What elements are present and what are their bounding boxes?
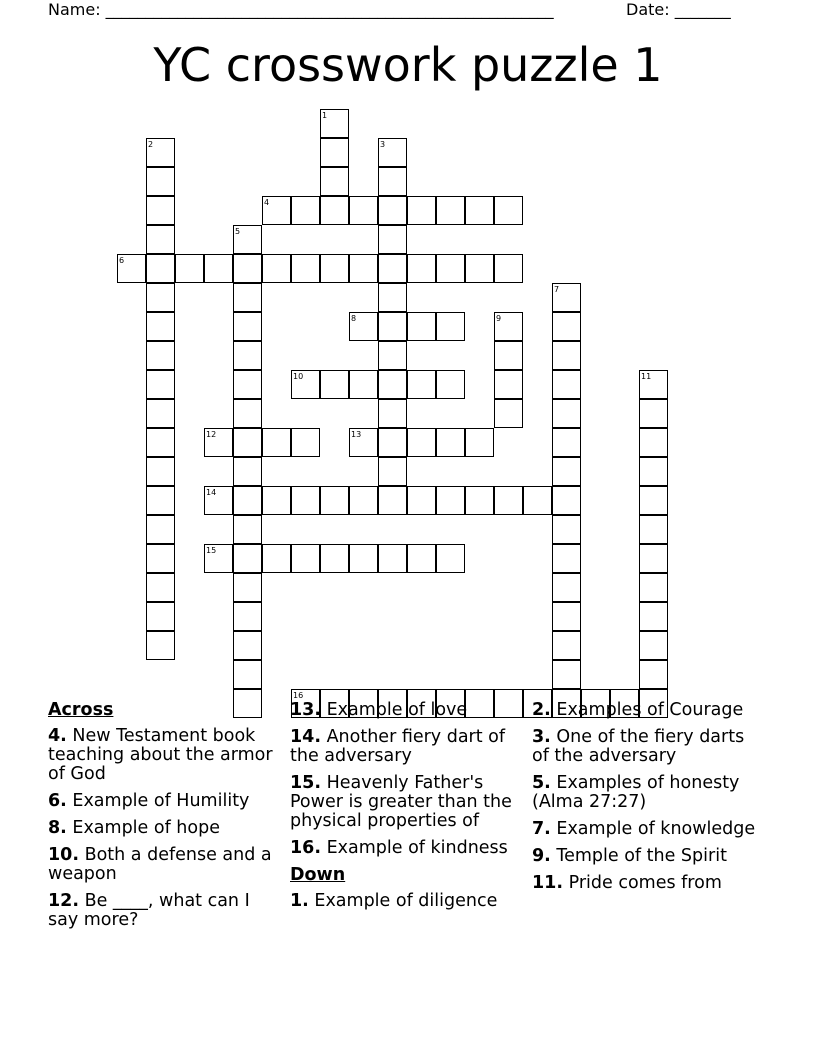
grid-cell[interactable] (436, 312, 465, 341)
cell-number: 5 (235, 227, 241, 236)
grid-cell[interactable] (378, 196, 407, 225)
grid-cell[interactable] (291, 544, 320, 573)
grid-cell[interactable] (378, 312, 407, 341)
grid-cell[interactable] (320, 544, 349, 573)
grid-cell[interactable] (552, 544, 581, 573)
grid-cell[interactable] (494, 196, 523, 225)
grid-cell[interactable] (233, 283, 262, 312)
grid-cell[interactable] (204, 486, 233, 515)
clue-text: Example of diligence (308, 891, 498, 911)
grid-cell[interactable] (233, 573, 262, 602)
grid-cell[interactable] (146, 283, 175, 312)
clue-text: Be ____, what can I say more? (48, 891, 250, 930)
grid-cell[interactable] (494, 254, 523, 283)
grid-cell[interactable] (523, 486, 552, 515)
grid-cell[interactable] (146, 138, 175, 167)
grid-cell[interactable] (436, 254, 465, 283)
grid-cell[interactable] (378, 370, 407, 399)
clue-number: 2. (532, 700, 551, 720)
grid-cell[interactable] (146, 428, 175, 457)
clue-text: Example of knowledge (550, 819, 756, 839)
grid-cell[interactable] (233, 370, 262, 399)
cell-number: 13 (351, 430, 362, 439)
grid-cell[interactable] (146, 312, 175, 341)
grid-cell[interactable] (146, 196, 175, 225)
grid-cell[interactable] (349, 196, 378, 225)
grid-cell[interactable] (291, 486, 320, 515)
grid-cell[interactable] (320, 254, 349, 283)
grid-cell[interactable] (146, 515, 175, 544)
grid-cell[interactable] (552, 312, 581, 341)
grid-cell[interactable] (552, 602, 581, 631)
cell-number: 9 (496, 314, 502, 323)
grid-cell[interactable] (320, 486, 349, 515)
grid-cell[interactable] (436, 370, 465, 399)
grid-cell[interactable] (378, 428, 407, 457)
grid-cell[interactable] (233, 312, 262, 341)
clue-number: 12. (48, 891, 80, 911)
clue-item (532, 874, 762, 893)
name-field-label: Name: ________________________________________________________ (48, 0, 554, 19)
cell-number: 12 (206, 430, 217, 439)
clue-number: 16. (290, 838, 322, 858)
grid-cell[interactable] (407, 544, 436, 573)
clue-item (290, 839, 526, 858)
grid-cell[interactable] (639, 428, 668, 457)
cell-number: 8 (351, 314, 357, 323)
grid-cell[interactable] (146, 544, 175, 573)
grid-cell[interactable] (204, 254, 233, 283)
clues-column-3 (532, 701, 762, 901)
clue-item (532, 701, 762, 720)
clue-number: 11. (532, 873, 564, 893)
grid-cell[interactable] (233, 341, 262, 370)
grid-cell[interactable] (465, 196, 494, 225)
grid-cell[interactable] (233, 631, 262, 660)
clue-text: Pride comes from (563, 873, 722, 893)
grid-cell[interactable] (349, 370, 378, 399)
grid-cell[interactable] (146, 167, 175, 196)
date-field-label: Date: _______ (626, 0, 731, 19)
clue-item (48, 892, 278, 930)
grid-cell[interactable] (407, 312, 436, 341)
grid-cell[interactable] (320, 370, 349, 399)
clue-number: 6. (48, 791, 67, 811)
cell-number: 2 (148, 140, 154, 149)
grid-cell[interactable] (291, 370, 320, 399)
clue-item (532, 728, 762, 766)
grid-cell[interactable] (639, 660, 668, 689)
grid-cell[interactable] (639, 399, 668, 428)
grid-cell[interactable] (552, 370, 581, 399)
grid-cell[interactable] (407, 370, 436, 399)
grid-cell[interactable] (320, 109, 349, 138)
clue-number: 10. (48, 845, 80, 865)
grid-cell[interactable] (146, 602, 175, 631)
grid-cell[interactable] (552, 631, 581, 660)
grid-cell[interactable] (465, 254, 494, 283)
grid-cell[interactable] (552, 515, 581, 544)
grid-cell[interactable] (407, 196, 436, 225)
grid-cell[interactable] (233, 399, 262, 428)
grid-cell[interactable] (320, 167, 349, 196)
grid-cell[interactable] (436, 544, 465, 573)
grid-cell[interactable] (494, 370, 523, 399)
grid-cell[interactable] (552, 660, 581, 689)
page-title: YC crosswork puzzle 1 (153, 38, 663, 92)
grid-cell[interactable] (465, 486, 494, 515)
clue-item (290, 701, 526, 720)
cell-number: 4 (264, 198, 270, 207)
cell-number: 1 (322, 111, 328, 120)
clue-text: Example of love (321, 700, 468, 720)
cell-number: 6 (119, 256, 125, 265)
clue-number: 15. (290, 773, 322, 793)
grid-cell[interactable] (233, 660, 262, 689)
grid-cell[interactable] (639, 515, 668, 544)
grid-cell[interactable] (407, 254, 436, 283)
across-heading: Across (48, 700, 114, 720)
clue-text: One of the fiery darts of the adversary (532, 727, 745, 766)
grid-cell[interactable] (320, 138, 349, 167)
grid-cell[interactable] (291, 428, 320, 457)
grid-cell[interactable] (262, 254, 291, 283)
grid-cell[interactable] (146, 631, 175, 660)
grid-cell[interactable] (436, 486, 465, 515)
clue-item (532, 847, 762, 866)
grid-cell[interactable] (552, 428, 581, 457)
grid-cell[interactable] (233, 486, 262, 515)
grid-cell[interactable] (146, 457, 175, 486)
grid-cell[interactable] (349, 544, 378, 573)
grid-cell[interactable] (494, 341, 523, 370)
grid-cell[interactable] (552, 399, 581, 428)
clue-text: Both a defense and a weapon (48, 845, 272, 884)
grid-cell[interactable] (146, 225, 175, 254)
cell-number: 16 (293, 691, 304, 700)
grid-cell[interactable] (349, 254, 378, 283)
clue-number: 4. (48, 726, 67, 746)
grid-cell[interactable] (233, 457, 262, 486)
grid-cell[interactable] (117, 254, 146, 283)
cell-number: 7 (554, 285, 560, 294)
clue-text: Examples of Courage (550, 700, 744, 720)
grid-cell[interactable] (378, 486, 407, 515)
grid-cell[interactable] (407, 428, 436, 457)
grid-cell[interactable] (204, 544, 233, 573)
clue-number: 5. (532, 773, 551, 793)
clue-text: New Testament book teaching about the armor of God (48, 726, 273, 784)
cell-number: 15 (206, 546, 217, 555)
clue-number: 8. (48, 818, 67, 838)
clue-number: 14. (290, 727, 322, 747)
down-heading: Down (290, 865, 346, 885)
grid-cell[interactable] (262, 196, 291, 225)
grid-cell[interactable] (233, 544, 262, 573)
clue-item (532, 820, 762, 839)
grid-cell[interactable] (552, 283, 581, 312)
grid-cell[interactable] (552, 457, 581, 486)
clue-item (48, 819, 278, 838)
grid-cell[interactable] (552, 486, 581, 515)
grid-cell[interactable] (146, 573, 175, 602)
clue-text: Heavenly Father's Power is greater than the physical properties of (290, 773, 512, 831)
grid-cell[interactable] (204, 428, 233, 457)
grid-cell[interactable] (349, 486, 378, 515)
clue-item (532, 774, 762, 812)
grid-cell[interactable] (233, 428, 262, 457)
grid-cell[interactable] (436, 196, 465, 225)
grid-cell[interactable] (639, 544, 668, 573)
clue-text: Example of hope (66, 818, 220, 838)
grid-cell[interactable] (291, 254, 320, 283)
grid-cell[interactable] (378, 254, 407, 283)
grid-cell[interactable] (378, 283, 407, 312)
grid-cell[interactable] (552, 341, 581, 370)
grid-cell[interactable] (262, 544, 291, 573)
grid-cell[interactable] (378, 544, 407, 573)
clue-item (290, 774, 526, 831)
clue-number: 13. (290, 700, 322, 720)
grid-cell[interactable] (175, 254, 204, 283)
grid-cell[interactable] (407, 486, 436, 515)
grid-cell[interactable] (639, 370, 668, 399)
grid-cell[interactable] (233, 254, 262, 283)
grid-cell[interactable] (639, 602, 668, 631)
grid-cell[interactable] (639, 457, 668, 486)
grid-cell[interactable] (378, 138, 407, 167)
clue-number: 3. (532, 727, 551, 747)
grid-cell[interactable] (552, 573, 581, 602)
clue-item (48, 846, 278, 884)
cell-number: 11 (641, 372, 652, 381)
clue-text: Example of kindness (321, 838, 508, 858)
grid-cell[interactable] (291, 196, 320, 225)
grid-cell[interactable] (494, 486, 523, 515)
grid-cell[interactable] (639, 631, 668, 660)
cell-number: 3 (380, 140, 386, 149)
grid-cell[interactable] (378, 399, 407, 428)
grid-cell[interactable] (320, 196, 349, 225)
clues-column-2 (290, 701, 526, 919)
clue-text: Example of Humility (66, 791, 250, 811)
grid-cell[interactable] (349, 312, 378, 341)
clue-number: 7. (532, 819, 551, 839)
clue-text: Another fiery dart of the adversary (290, 727, 506, 766)
grid-cell[interactable] (494, 399, 523, 428)
grid-cell[interactable] (262, 486, 291, 515)
grid-cell[interactable] (146, 486, 175, 515)
grid-cell[interactable] (639, 486, 668, 515)
grid-cell[interactable] (465, 428, 494, 457)
clue-number: 1. (290, 891, 309, 911)
grid-cell[interactable] (233, 602, 262, 631)
grid-cell[interactable] (146, 399, 175, 428)
grid-cell[interactable] (233, 515, 262, 544)
grid-cell[interactable] (146, 370, 175, 399)
grid-cell[interactable] (378, 341, 407, 370)
clue-item (290, 728, 526, 766)
grid-cell[interactable] (639, 573, 668, 602)
cell-number: 10 (293, 372, 304, 381)
clue-text: Temple of the Spirit (550, 846, 727, 866)
clue-item (48, 792, 278, 811)
grid-cell[interactable] (378, 225, 407, 254)
clue-item (290, 892, 526, 911)
grid-cell[interactable] (378, 167, 407, 196)
grid-cell[interactable] (349, 428, 378, 457)
clue-item (48, 727, 278, 784)
clues-column-1 (48, 701, 278, 938)
grid-cell[interactable] (378, 457, 407, 486)
clue-text: Examples of honesty (Alma 27:27) (532, 773, 740, 812)
grid-cell[interactable] (146, 341, 175, 370)
grid-cell[interactable] (262, 428, 291, 457)
grid-cell[interactable] (436, 428, 465, 457)
cell-number: 14 (206, 488, 217, 497)
grid-cell[interactable] (233, 225, 262, 254)
clue-number: 9. (532, 846, 551, 866)
grid-cell[interactable] (494, 312, 523, 341)
grid-cell[interactable] (146, 254, 175, 283)
